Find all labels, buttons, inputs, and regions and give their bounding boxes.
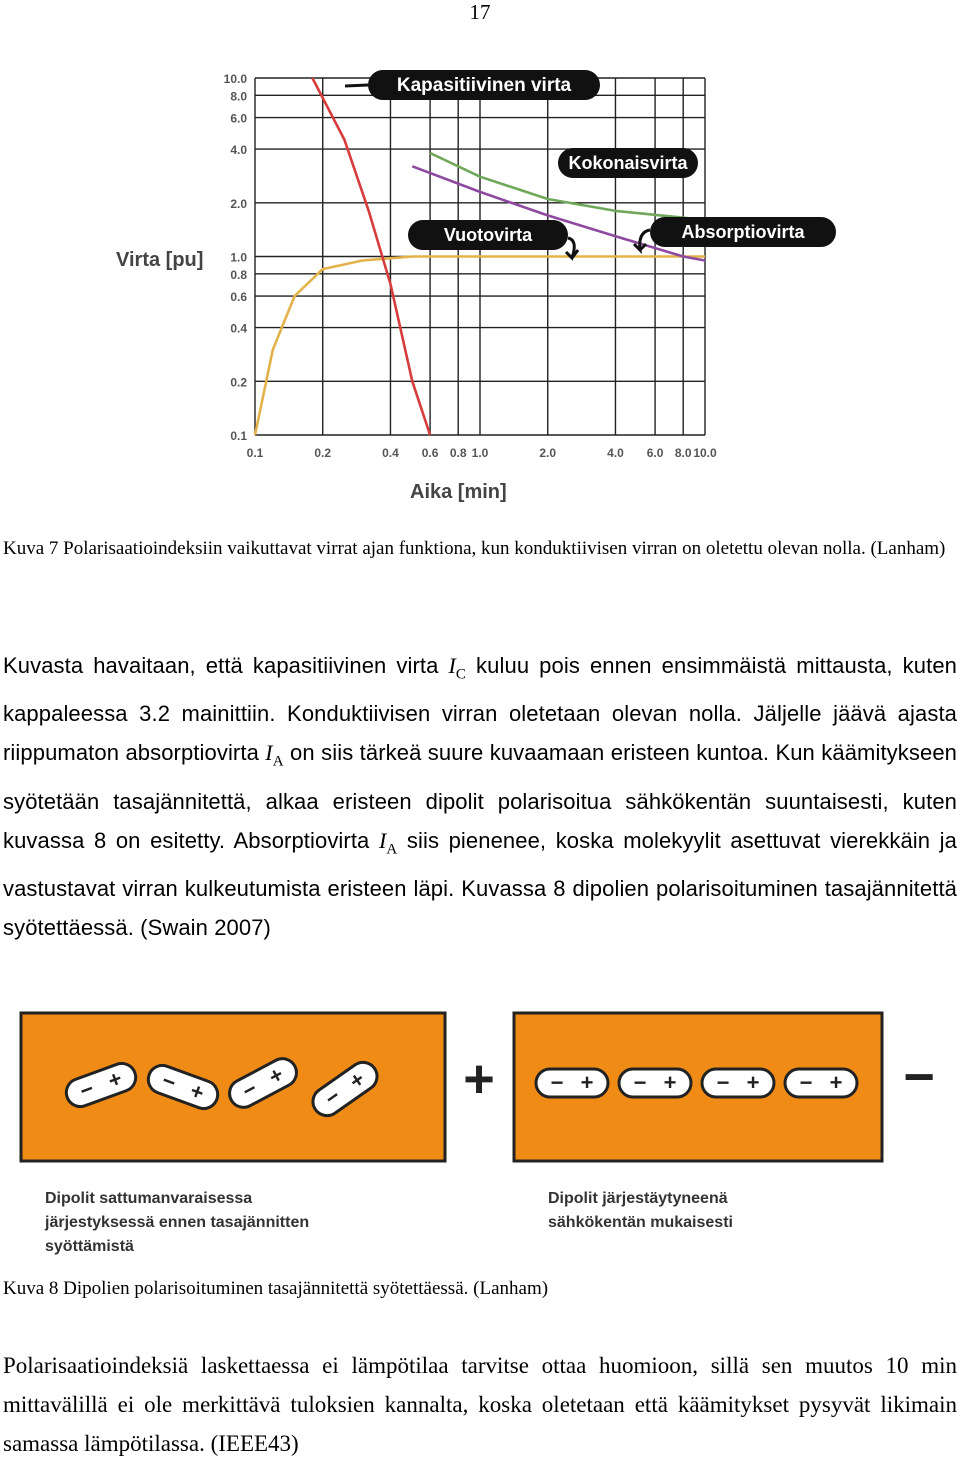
- negative-terminal-sign: −: [903, 1047, 935, 1107]
- svg-text:+: +: [186, 1077, 208, 1106]
- figure-8-caption: Kuva 8 Dipolien polarisoituminen tasajännitettä syötettäessä. (Lanham): [3, 1278, 549, 1299]
- page-number: 17: [469, 0, 491, 24]
- y-tick-label: 4.0: [230, 143, 247, 158]
- aligned-dipoles-label: Dipolit järjestäytyneenä sähkökentän mukaisesti: [548, 1190, 733, 1231]
- x-tick-label: 0.4: [382, 446, 399, 460]
- dipole: [785, 1069, 857, 1097]
- dipole: [536, 1069, 608, 1097]
- symbol-i-c: $I_C$: [448, 653, 467, 683]
- x-tick-label: 1.0: [471, 446, 489, 460]
- paragraph-2: Polarisaatioindeksiä laskettaessa ei lämpötilaa tarvitse ottaa huomioon, sillä sen muutos 10 min mittavälillä ei ole merkittävä tuloksien kannalta, koska oletetaan että käämitykset pysyvät likimain samassa lämpötilassa. (IEEE43): [3, 1353, 957, 1456]
- x-tick-label: 2.0: [539, 446, 557, 460]
- x-tick-label: 0.1: [246, 446, 264, 460]
- y-tick-label: 6.0: [230, 111, 247, 126]
- paragraph-1-text-d: siis pienenee, koska molekyylit asettuvat vierekkäin ja vastustavat virran kulkeutumista eristeen läpi. Kuvassa 8 dipolien polarisoituminen tasajännitettä syötettäessä. (Swain 2007): [3, 827, 957, 941]
- svg-text:−: −: [799, 1070, 813, 1095]
- y-tick-label: 0.1: [230, 429, 247, 443]
- svg-text:−: −: [76, 1075, 98, 1104]
- y-tick-label: 2.0: [230, 196, 247, 211]
- positive-terminal-sign: +: [463, 1049, 495, 1109]
- paragraph-1-text-c: on siis tärkeä suure kuvaamaan eristeen kuntoa. Kun käämitykseen syötetään tasajännitettä, alkaa eristeen dipolit polarisoitua sähkökentän suuntaisesti, kuten kuvassa 8 on esitetty. Absorptiovirta: [3, 740, 957, 853]
- svg-text:+: +: [829, 1070, 843, 1095]
- callout-text: Kokonaisvirta: [568, 153, 688, 173]
- svg-text:+: +: [580, 1070, 594, 1095]
- dipole-polarization-figure: [15, 1005, 945, 1255]
- svg-text:+: +: [746, 1070, 760, 1095]
- x-tick-label: 6.0: [646, 446, 664, 460]
- chart-ticks: [224, 72, 717, 460]
- x-axis-label: Aika [min]: [410, 481, 507, 503]
- svg-text:+: +: [264, 1061, 288, 1090]
- y-tick-label: 10.0: [223, 72, 247, 86]
- y-tick-label: 0.8: [230, 267, 247, 282]
- y-tick-label: 8.0: [230, 89, 247, 104]
- y-axis-label: Virta [pu]: [116, 249, 204, 271]
- dipole: [619, 1069, 691, 1097]
- svg-text:−: −: [550, 1070, 564, 1095]
- y-tick-label: 1.0: [230, 250, 247, 265]
- callout-text: Kapasitiivinen virta: [396, 75, 572, 96]
- x-tick-label: 10.0: [693, 446, 717, 460]
- callout-text: Absorptiovirta: [681, 222, 805, 242]
- svg-text:+: +: [104, 1065, 126, 1094]
- paragraph-1-text-a: Kuvasta havaitaan, että kapasitiivinen virta: [3, 653, 449, 678]
- paragraph-1: [3, 646, 957, 947]
- svg-text:−: −: [158, 1067, 180, 1096]
- svg-text:−: −: [716, 1070, 730, 1095]
- svg-text:−: −: [633, 1070, 647, 1095]
- figure-7-caption: Kuva 7 Polarisaatioindeksiin vaikuttavat virrat ajan funktiona, kun konduktiivisen virran on oletettu olevan nolla. (Lanham): [3, 538, 946, 559]
- svg-text:−: −: [237, 1075, 262, 1104]
- callout-pointer: [345, 85, 368, 86]
- svg-text:+: +: [663, 1070, 677, 1095]
- x-tick-label: 0.2: [314, 446, 332, 460]
- y-tick-label: 0.6: [230, 290, 247, 305]
- x-tick-label: 0.8: [449, 446, 467, 460]
- paragraph-1-text-b: kuluu pois ennen ensimmäistä mittausta, kuten kappaleessa 3.2 mainittiin. Konduktiivisen virran oletetaan olevan nolla. Jäljelle jäävä ajasta riippumaton absorptiovirta: [3, 653, 957, 766]
- dipole: [702, 1069, 774, 1097]
- current-vs-time-chart: [110, 60, 850, 510]
- symbol-i-a-1: $I_A$: [265, 740, 284, 770]
- x-tick-label: 4.0: [607, 446, 624, 460]
- y-tick-label: 0.2: [230, 375, 247, 390]
- x-tick-label: 8.0: [674, 446, 692, 460]
- svg-text:−: −: [319, 1083, 345, 1112]
- x-tick-label: 0.6: [421, 446, 439, 460]
- y-tick-label: 0.4: [230, 321, 247, 336]
- callout-pointer: [566, 238, 578, 258]
- svg-text:+: +: [344, 1066, 370, 1094]
- random-dipoles-label: Dipolit sattumanvaraisessa järjestyksessä ennen tasajännitten syöttämistä: [45, 1190, 310, 1255]
- symbol-i-a-2: $I_A$: [378, 827, 398, 858]
- callout-text: Vuotovirta: [443, 225, 533, 245]
